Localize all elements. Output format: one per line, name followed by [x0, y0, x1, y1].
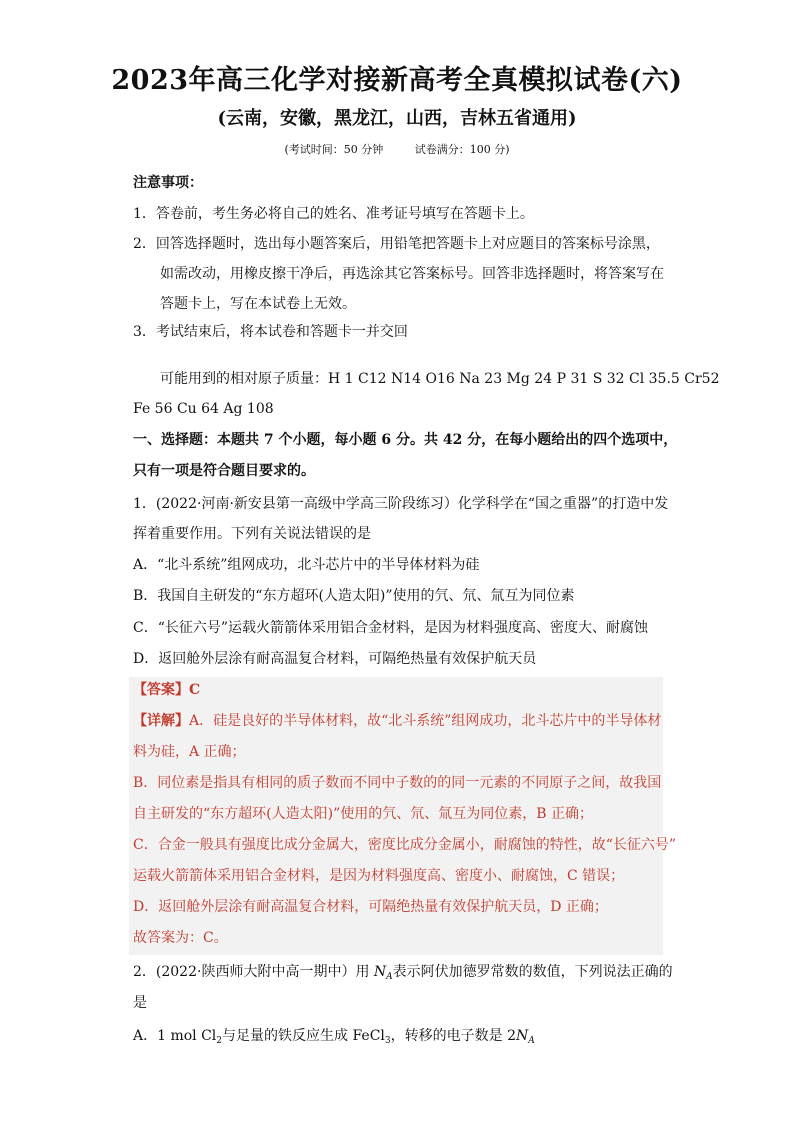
- q1-detail-line-7: D．返回舱外层涂有耐高温复合材料，可隔绝热量有效保护航天员，D 正确；: [133, 899, 608, 915]
- q1-stem-line-1: 1．(2022·河南·新安县第一高级中学高三阶段练习）化学科学在“国之重器”的打造中发: [133, 496, 669, 512]
- q2-opt-a-sub-1: 2: [216, 1036, 223, 1046]
- q1-option-c: C．“长征六号”运载火箭箭体采用铝合金材料，是因为材料强度高、密度大、耐腐蚀: [133, 620, 649, 636]
- q2-stem-line-2: 是: [133, 995, 147, 1011]
- q1-detail-line-5: C．合金一般具有强度比成分金属大，密度比成分金属小，耐腐蚀的特性，故“长征六号”: [133, 837, 677, 853]
- atomic-mass-line-1: 可能用到的相对原子质量：H 1 C12 N14 O16 Na 23 Mg 24 P 31 S 32 Cl 35.5 Cr52: [160, 371, 720, 387]
- exam-time: (考试时间：50 分钟: [284, 143, 384, 156]
- q2-stem-line-1: [133, 962, 673, 982]
- exam-score: 试卷满分：100 分): [414, 143, 510, 156]
- q1-detail-line-3: B．同位素是指具有相同的质子数而不同中子数的的同一元素的不同原子之间，故我国: [133, 775, 662, 791]
- q2-stem-part-b: 表示阿伏加德罗常数的数值，下列说法正确的: [392, 964, 673, 980]
- notice-item-2-cont-2: 答题卡上，写在本试卷上无效。: [160, 296, 356, 312]
- q1-option-d: D．返回舱外层涂有耐高温复合材料，可隔绝热量有效保护航天员: [133, 651, 537, 667]
- atomic-mass-line-2: Fe 56 Cu 64 Ag 108: [133, 401, 274, 417]
- q2-opt-a-sub-2: 3: [384, 1036, 391, 1046]
- notice-item-2: 2．回答选择题时，选出每小题答案后，用铅笔把答题卡上对应题目的答案标号涂黑，: [133, 236, 660, 252]
- q1-detail-line-2: 料为硅，A 正确；: [133, 744, 246, 760]
- q1-stem-line-2: 挥着重要作用。下列有关说法错误的是: [133, 526, 371, 542]
- notice-item-2-cont-1: 如需改动，用橡皮擦干净后，再选涂其它答案标号。回答非选择题时，将答案写在: [160, 266, 664, 282]
- q1-detail-line-8: 故答案为：C。: [133, 930, 228, 946]
- q2-opt-a-part-a: A．1 mol Cl: [133, 1028, 217, 1044]
- q1-option-b: B．我国自主研发的“东方超环(人造太阳)”使用的氕、氘、氚互为同位素: [133, 588, 575, 604]
- q2-opt-a-part-c: ，转移的电子数是 2: [390, 1028, 516, 1044]
- q2-option-a: [133, 1026, 535, 1046]
- q1-detail-line-4: 自主研发的“东方超环(人造太阳)”使用的氕、氘、氚互为同位素，B 正确；: [133, 806, 593, 822]
- notice-heading: 注意事项：: [133, 175, 203, 191]
- q1-option-a: A．“北斗系统”组网成功，北斗芯片中的半导体材料为硅: [133, 557, 480, 573]
- exam-subtitle: (云南，安徽，黑龙江，山西，吉林五省通用): [217, 108, 577, 129]
- q1-detail-a: A．硅是良好的半导体材料，故“北斗系统”组网成功，北斗芯片中的半导体材: [189, 713, 662, 729]
- exam-info: [0, 141, 794, 157]
- q1-answer: 【答案】C: [133, 682, 201, 698]
- q2-na-sub: A: [386, 972, 393, 982]
- q1-detail-line-6: 运载火箭箭体采用铝合金材料，是因为材料强度高、密度小、耐腐蚀，C 错误；: [133, 868, 625, 884]
- q2-stem-part-a: 2．(2022·陕西师大附中高一期中）用: [133, 964, 374, 980]
- notice-item-1: 1．答卷前，考生务必将自己的姓名、准考证号填写在答题卡上。: [133, 206, 534, 222]
- section-heading-line-2: 只有一项是符合题目要求的。: [133, 463, 315, 479]
- q1-detail-line-1: [133, 711, 661, 731]
- exam-title: 2023年高三化学对接新高考全真模拟试卷(六): [111, 65, 683, 96]
- section-heading-line-1: 一、选择题：本题共 7 个小题，每小题 6 分。共 42 分，在每小题给出的四个选项中，: [133, 432, 678, 448]
- notice-item-3: 3．考试结束后，将本试卷和答题卡一并交回: [133, 324, 408, 340]
- q2-opt-a-part-b: 与足量的铁反应生成 FeCl: [222, 1028, 385, 1044]
- q1-detail-label: 【详解】: [133, 713, 189, 729]
- q2-opt-a-na: N: [516, 1028, 529, 1044]
- q2-na-symbol: N: [373, 964, 387, 980]
- q2-opt-a-na-sub: A: [528, 1036, 535, 1046]
